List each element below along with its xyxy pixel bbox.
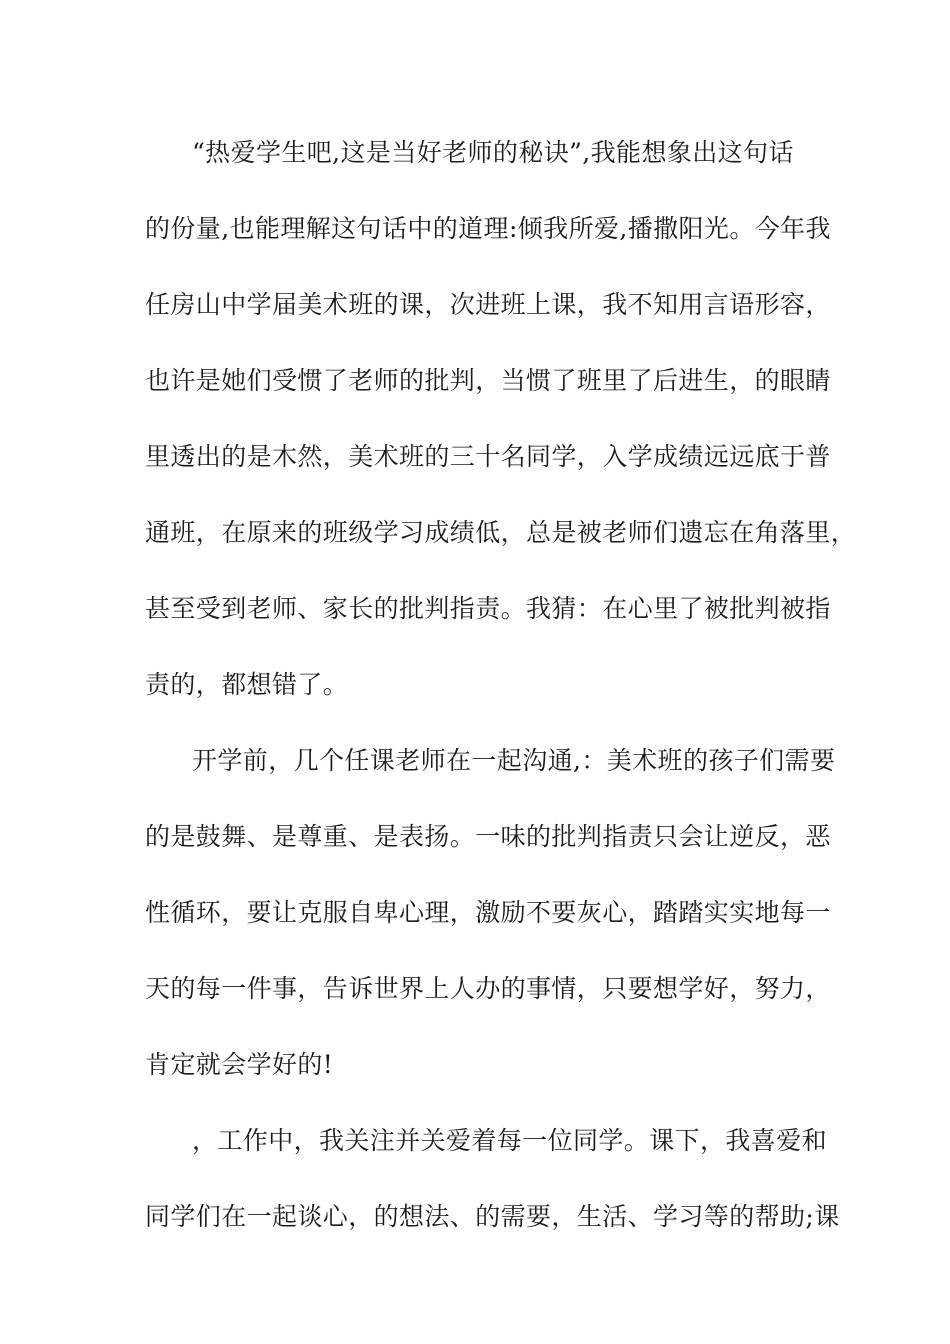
paragraph-2-line-2: 的是鼓舞、是尊重、是表扬。一味的批判指责只会让逆反，恶 <box>145 822 831 851</box>
paragraph-3-line-1: ，工作中，我关注并关爱着每一位同学。课下，我喜爱和 <box>192 1126 828 1155</box>
paragraph-1-line-1: “热爱学生吧,这是当好老师的秘诀”,我能想象出这句话 <box>192 138 794 167</box>
paragraph-1-line-5: 里透出的是木然，美术班的三十名同学，入学成绩远远底于普 <box>145 442 831 471</box>
paragraph-1-line-6: 通班，在原来的班级学习成绩低，总是被老师们遗忘在角落里， <box>145 518 857 547</box>
paragraph-2-line-1: 开学前，几个任课老师在一起沟通,：美术班的孩子们需要 <box>192 746 836 775</box>
paragraph-2-line-3: 性循环，要让克服自卑心理，激励不要灰心，踏踏实实地每一 <box>145 898 831 927</box>
paragraph-2-line-5: 肯定就会学好的! <box>145 1050 334 1079</box>
paragraph-1-line-4: 也许是她们受惯了老师的批判，当惯了班里了后进生，的眼睛 <box>145 366 831 395</box>
paragraph-1-line-3: 任房山中学届美术班的课，次进班上课，我不知用言语形容， <box>145 290 831 319</box>
paragraph-1-line-7: 甚至受到老师、家长的批判指责。我猜：在心里了被批判被指 <box>145 594 831 623</box>
paragraph-1-line-8: 责的，都想错了。 <box>145 670 349 699</box>
paragraph-2-line-4: 天的每一件事，告诉世界上人办的事情，只要想学好，努力， <box>145 974 831 1003</box>
paragraph-1-line-2: 的份量,也能理解这句话中的道理:倾我所爱,播撒阳光。今年我 <box>145 214 831 243</box>
paragraph-3-line-2: 同学们在一起谈心，的想法、的需要，生活、学习等的帮助;课 <box>145 1202 840 1231</box>
